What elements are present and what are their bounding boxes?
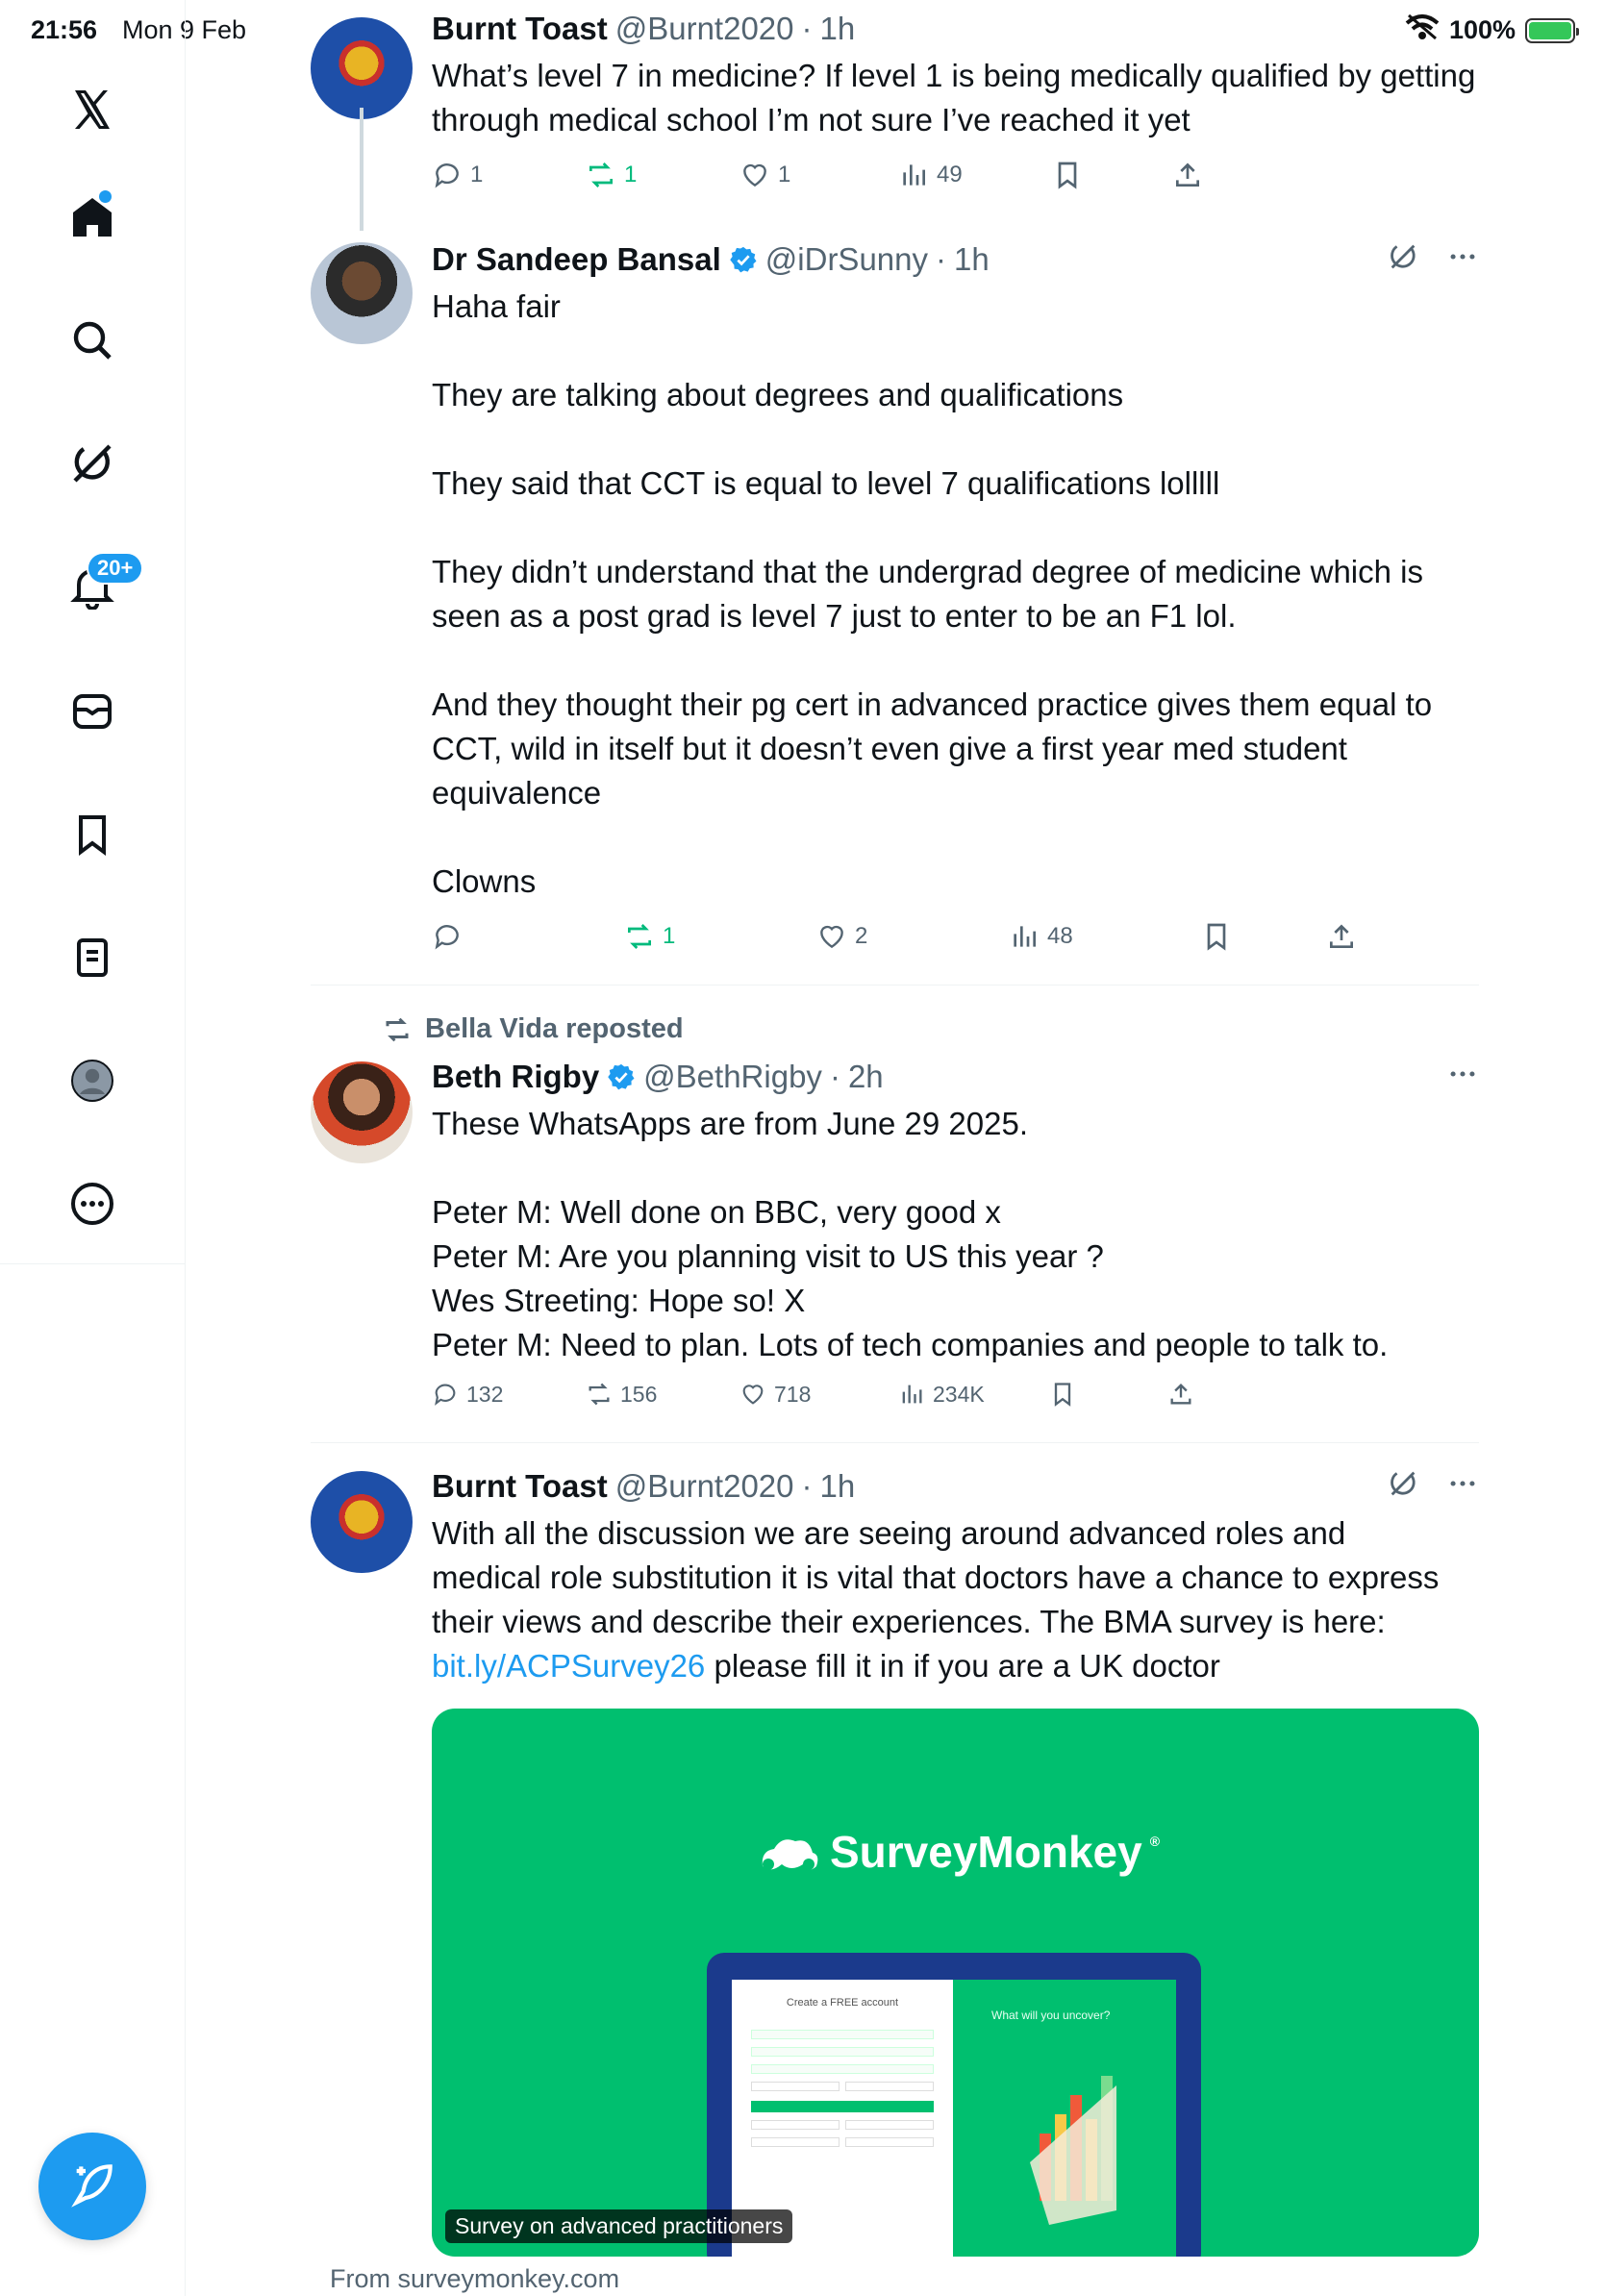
views-count: 234K <box>933 1381 985 1407</box>
blank-line <box>432 417 1479 462</box>
bookmarks-icon[interactable] <box>58 800 127 869</box>
grok-icon[interactable] <box>1387 240 1419 278</box>
views-button[interactable] <box>1009 921 1073 952</box>
tweet-header <box>432 240 1479 279</box>
views-button[interactable] <box>898 1381 985 1408</box>
reply-icon <box>432 921 463 952</box>
tweet-time[interactable]: 2h <box>847 1059 884 1094</box>
author-handle[interactable]: @BethRigby <box>643 1059 822 1094</box>
tweet-text-segment: With all the discussion we are seeing around advanced roles and medical role substitution it is vital that doctors have a chance to express their views and describe their experiences. The BMA survey is here: <box>432 1515 1440 1639</box>
more-options-icon[interactable] <box>1446 240 1479 278</box>
separator-dot: · <box>829 1059 840 1094</box>
more-icon[interactable] <box>58 1169 127 1238</box>
x-logo-icon[interactable] <box>58 75 127 144</box>
tweet-top-actions <box>1446 1058 1479 1095</box>
bookmark-button[interactable] <box>1049 1381 1076 1408</box>
views-count: 48 <box>1047 923 1073 949</box>
tweet-text <box>432 54 1479 142</box>
tweet-text-line: What’s level 7 in medicine? If level 1 is being medically qualified by getting through medical school I’m not sure I’ve reached it yet <box>432 58 1476 137</box>
unread-dot <box>99 190 112 203</box>
blank-line <box>432 506 1479 550</box>
blank-line <box>432 638 1479 683</box>
tweet-text <box>432 285 1479 904</box>
reply-count: 132 <box>466 1381 504 1407</box>
verified-badge-icon <box>729 244 758 273</box>
grok-icon[interactable] <box>1387 1467 1419 1505</box>
heart-icon <box>739 160 770 190</box>
status-date: Mon 9 Feb <box>122 15 247 44</box>
repost-icon <box>586 1381 613 1408</box>
repost-count: 1 <box>624 162 638 187</box>
heart-icon <box>739 1381 766 1408</box>
tweet-text-line: Clowns <box>432 863 537 899</box>
survey-preview-panel <box>953 1980 1176 2257</box>
form-title: Create a FREE account <box>786 1997 899 2009</box>
author-name[interactable]: Burnt Toast <box>432 1468 608 1504</box>
surveymonkey-logo: SurveyMonkey ® <box>755 1826 1160 1878</box>
tweet-text-line: Peter M: Are you planning visit to US this year ? <box>432 1238 1104 1274</box>
blank-line <box>432 815 1479 860</box>
more-options-icon[interactable] <box>1446 1058 1479 1095</box>
tweet-text-line: Peter M: Need to plan. Lots of tech companies and people to talk to. <box>432 1327 1389 1362</box>
share-icon <box>1167 1381 1194 1408</box>
views-button[interactable] <box>898 160 963 190</box>
repost-by-label: Bella Vida reposted <box>425 1013 684 1044</box>
author-name[interactable]: Burnt Toast <box>432 11 608 46</box>
repost-indicator[interactable] <box>383 1013 684 1045</box>
share-icon <box>1326 921 1357 952</box>
sidebar <box>0 0 186 2296</box>
card-source[interactable]: From surveymonkey.com <box>330 2264 620 2293</box>
tweet-top-actions <box>1387 240 1479 278</box>
views-chart-icon <box>898 1381 925 1408</box>
tweet[interactable] <box>311 1058 1479 1423</box>
notifications-bell-icon[interactable] <box>58 552 134 621</box>
tweet-time[interactable]: 1h <box>819 11 856 46</box>
share-button[interactable] <box>1167 1381 1194 1408</box>
tweet-header <box>432 1058 1479 1096</box>
repost-icon <box>586 160 616 190</box>
tweet-separator <box>311 1442 1479 1443</box>
tweet-actions <box>432 921 1479 960</box>
avatar[interactable] <box>311 1061 413 1163</box>
heart-icon <box>816 921 847 952</box>
bar-chart-illustration <box>1020 2066 1136 2230</box>
battery-percent: 100% <box>1448 15 1516 44</box>
tweet-text-segment: please fill it in if you are a UK doctor <box>705 1648 1220 1684</box>
reply-icon <box>432 160 463 190</box>
thread-connector <box>360 108 363 231</box>
author-name[interactable]: Beth Rigby <box>432 1059 600 1094</box>
tweet[interactable] <box>311 240 1479 981</box>
reply-count: 1 <box>470 162 484 187</box>
verified-badge-icon <box>607 1061 636 1090</box>
tweet-text-line: Peter M: Well done on BBC, very good x <box>432 1194 1001 1230</box>
screen-question: What will you uncover? <box>991 2009 1111 2022</box>
home-icon[interactable] <box>58 183 127 252</box>
repost-icon <box>624 921 655 952</box>
repost-button[interactable] <box>586 160 637 190</box>
tweet-text-line: They are talking about degrees and qualifications <box>432 377 1124 412</box>
grok-icon[interactable] <box>58 429 127 498</box>
tweet-actions <box>432 160 1479 198</box>
status-time: 21:56 <box>31 15 98 44</box>
compose-icon <box>65 2158 119 2216</box>
blank-line <box>432 329 1479 373</box>
tweet-actions <box>432 1381 1479 1419</box>
tweet-link[interactable]: bit.ly/ACPSurvey26 <box>432 1648 706 1684</box>
tweet-text-line: Wes Streeting: Hope so! X <box>432 1283 806 1318</box>
separator-dot: · <box>801 11 813 46</box>
views-count: 49 <box>937 162 963 187</box>
timeline <box>186 0 1604 2296</box>
blank-line <box>432 1146 1479 1190</box>
messages-icon[interactable] <box>58 677 127 746</box>
share-button[interactable] <box>1326 921 1357 952</box>
tweet[interactable] <box>311 10 1479 202</box>
reply-icon <box>432 1381 459 1408</box>
tweet-header <box>432 10 1479 48</box>
tweet-text <box>432 1511 1451 1688</box>
bookmark-icon <box>1201 921 1232 952</box>
views-chart-icon <box>898 160 929 190</box>
separator-dot: · <box>801 1468 813 1504</box>
tweet[interactable] <box>311 1467 1479 2296</box>
tweet-separator <box>311 985 1479 986</box>
link-card[interactable] <box>432 1709 1479 2257</box>
reply-button[interactable] <box>432 921 470 952</box>
repost-icon <box>383 1015 412 1044</box>
bookmark-button[interactable] <box>1201 921 1232 952</box>
tweet-text-line: And they thought their pg cert in advanced practice gives them equal to CCT, wild in itself but it doesn’t even give a first year med student equivalence <box>432 686 1433 811</box>
card-caption: Survey on advanced practitioners <box>445 2209 792 2243</box>
tweet-text-line: They didn’t understand that the undergrad degree of medicine which is seen as a post grad is level 7 just to enter to be an F1 lol. <box>432 554 1423 634</box>
avatar[interactable] <box>311 17 413 119</box>
monkey-logo-icon <box>755 1830 822 1874</box>
tweet-time[interactable]: 1h <box>819 1468 856 1504</box>
bookmark-icon <box>1049 1381 1076 1408</box>
repost-count: 1 <box>663 923 676 949</box>
compose-button[interactable] <box>38 2133 146 2240</box>
author-handle[interactable]: @Burnt2020 <box>614 1468 794 1504</box>
like-count: 718 <box>774 1381 812 1407</box>
avatar[interactable] <box>311 242 413 344</box>
search-icon[interactable] <box>58 306 127 375</box>
share-button[interactable] <box>1172 160 1203 190</box>
separator-dot: · <box>936 241 947 277</box>
lists-icon[interactable] <box>58 923 127 992</box>
tweet-text-line: Haha fair <box>432 288 561 324</box>
like-count: 2 <box>855 923 868 949</box>
repost-count: 156 <box>620 1381 658 1407</box>
tweet-time[interactable]: 1h <box>954 241 990 277</box>
like-button[interactable] <box>816 921 867 952</box>
bookmark-icon <box>1052 160 1083 190</box>
profile-avatar-icon[interactable] <box>58 1046 127 1115</box>
author-handle[interactable]: @iDrSunny <box>764 241 929 277</box>
reply-button[interactable] <box>432 1381 503 1408</box>
reply-button[interactable] <box>432 160 483 190</box>
like-button[interactable] <box>739 160 790 190</box>
like-button[interactable] <box>739 1381 811 1408</box>
surveymonkey-wordmark: SurveyMonkey <box>830 1827 1142 1877</box>
repost-button[interactable] <box>586 1381 657 1408</box>
notifications-badge: 20+ <box>87 552 143 585</box>
sidebar-divider <box>0 1263 186 1264</box>
tweet-text-line: These WhatsApps are from June 29 2025. <box>432 1106 1029 1141</box>
like-count: 1 <box>778 162 791 187</box>
more-options-icon[interactable] <box>1446 1467 1479 1505</box>
author-handle[interactable]: @Burnt2020 <box>614 11 794 46</box>
bookmark-button[interactable] <box>1052 160 1083 190</box>
author-name[interactable]: Dr Sandeep Bansal <box>432 241 721 277</box>
repost-button[interactable] <box>624 921 675 952</box>
share-icon <box>1172 160 1203 190</box>
tweet-top-actions <box>1387 1467 1479 1505</box>
tweet-text-line: They said that CCT is equal to level 7 qualifications lolllll <box>432 465 1220 501</box>
views-chart-icon <box>1009 921 1040 952</box>
tweet-text <box>432 1102 1479 1367</box>
avatar[interactable] <box>311 1471 413 1573</box>
tweet-header <box>432 1467 1479 1506</box>
